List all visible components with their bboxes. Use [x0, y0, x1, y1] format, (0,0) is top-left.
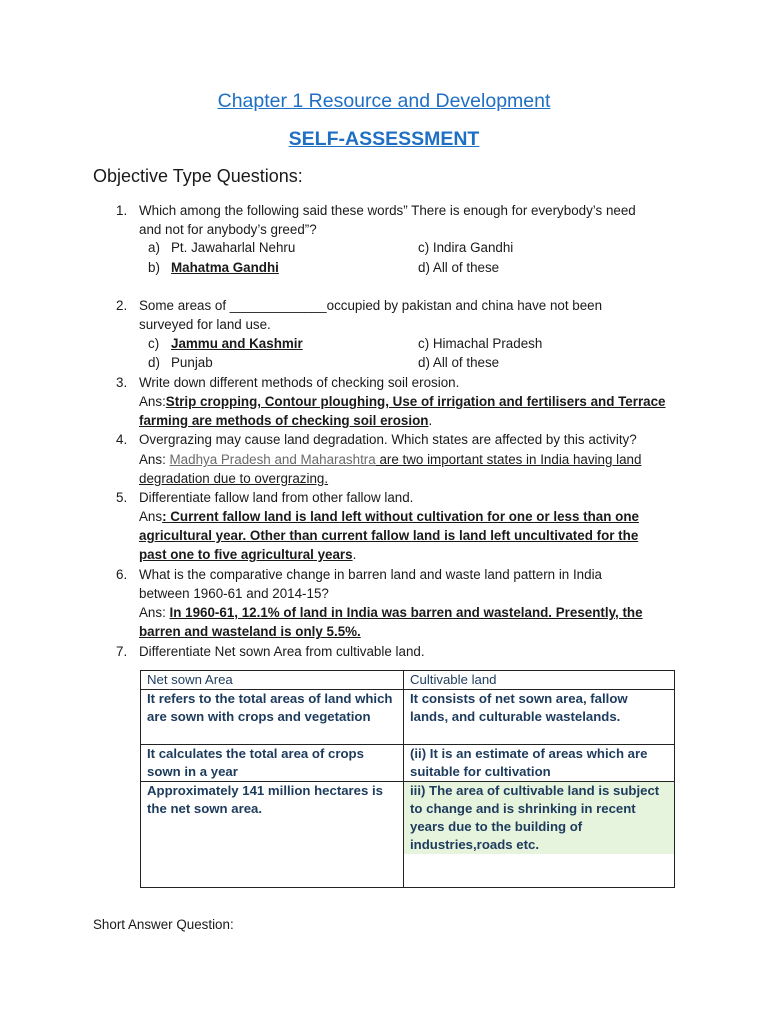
q2-line2: surveyed for land use.	[139, 317, 271, 332]
q5-answer-line2: agricultural year. Other than current fallow land is land left uncultivated for the	[139, 528, 639, 543]
table-row	[141, 690, 675, 745]
q3-answer-line2	[139, 411, 432, 430]
ans-prefix: Ans	[139, 509, 163, 524]
q4-number: 4.	[116, 432, 128, 447]
q2-opt-d: d) All of these	[418, 355, 500, 370]
q5-answer-end: .	[352, 547, 357, 562]
table-cell-highlighted	[404, 782, 675, 888]
q6-answer-line2: barren and wasteland is only 5.5%.	[139, 624, 361, 639]
q2-opt-a-answer: Jammu and Kashmir	[171, 336, 303, 351]
q2-opt-c: c) Himachal Pradesh	[418, 336, 543, 351]
q1-opt-c: c) Indira Gandhi	[418, 240, 514, 255]
ans-prefix: Ans:	[139, 452, 170, 467]
q3-answer-text: Strip cropping, Contour ploughing, Use of irrigation and fertilisers and Terrace	[165, 394, 666, 409]
q4-question: Overgrazing may cause land degradation. Which states are affected by this activity?	[139, 432, 637, 447]
table-header-cell: Net sown Area	[141, 671, 404, 690]
ans-prefix: Ans:	[139, 605, 170, 620]
highlighted-text: iii) The area of cultivable land is subject to change and is shrinking in recent years due to the building of industries,roads etc.	[404, 782, 674, 854]
q1-opt-d: d) All of these	[418, 260, 500, 275]
q3-number: 3.	[116, 375, 128, 390]
short-answer-heading: Short Answer Question:	[93, 917, 234, 932]
q6-answer-text: In 1960-61, 12.1% of land in India was barren and wasteland. Presently, the	[169, 605, 643, 620]
table-row	[141, 745, 675, 782]
table-cell: It consists of net sown area, fallow lands, and culturable wastelands.	[404, 690, 675, 745]
q5-answer-line3	[139, 545, 356, 564]
table-cell: It calculates the total area of crops sown in a year	[141, 745, 404, 782]
q1-opt-a: Pt. Jawaharlal Nehru	[171, 240, 296, 255]
q6-line1: What is the comparative change in barren land and waste land pattern in India	[139, 567, 603, 582]
q4-answer-line1	[139, 450, 641, 469]
q5-answer-text: : Current fallow land is land left without cultivation for one or less than one	[162, 509, 639, 524]
q3-answer-text2: farming are methods of checking soil erosion	[139, 413, 429, 428]
q2-line1: Some areas of _____________occupied by pakistan and china have not been	[139, 298, 603, 313]
q1-opt-b-answer: Mahatma Gandhi	[171, 260, 279, 275]
q5-answer-line1	[139, 507, 639, 526]
q1-line1: Which among the following said these words” There is enough for everybody’s need	[139, 203, 636, 218]
q1-line2: and not for anybody’s greed”?	[139, 222, 317, 237]
comparison-table	[140, 670, 675, 888]
q1-opt-b-label: b)	[148, 260, 160, 275]
table-cell: (ii) It is an estimate of areas which are suitable for cultivation	[404, 745, 675, 782]
q2-opt-b: Punjab	[171, 355, 213, 370]
q5-question: Differentiate fallow land from other fallow land.	[139, 490, 414, 505]
q6-number: 6.	[116, 567, 128, 582]
q5-answer-text3: past one to five agricultural years	[139, 547, 353, 562]
q5-number: 5.	[116, 490, 128, 505]
ans-prefix: Ans:	[139, 394, 166, 409]
q4-answer-line2: degradation due to overgrazing.	[139, 471, 329, 486]
q4-answer-states: Madhya Pradesh and Maharashtra	[169, 452, 376, 467]
q3-answer-line1	[139, 392, 666, 411]
q7-question: Differentiate Net sown Area from cultivable land.	[139, 644, 425, 659]
q2-opt-b-label: d)	[148, 355, 160, 370]
q7-number: 7.	[116, 644, 128, 659]
table-header-cell: Cultivable land	[404, 671, 675, 690]
q1-number: 1.	[116, 203, 128, 218]
q1-opt-a-label: a)	[148, 240, 160, 255]
chapter-title: Chapter 1 Resource and Development	[217, 90, 551, 112]
table-header-row	[141, 671, 675, 690]
q6-line2: between 1960-61 and 2014-15?	[139, 586, 329, 601]
q3-question: Write down different methods of checking soil erosion.	[139, 375, 460, 390]
q6-answer-line1	[139, 603, 643, 622]
q2-number: 2.	[116, 298, 128, 313]
q4-answer-rest: are two important states in India having land	[375, 452, 642, 467]
objective-heading: Objective Type Questions:	[93, 166, 303, 186]
q2-opt-a-label: c)	[148, 336, 160, 351]
table-cell: Approximately 141 million hectares is the net sown area.	[141, 782, 404, 888]
table-cell: It refers to the total areas of land which are sown with crops and vegetation	[141, 690, 404, 745]
table-row	[141, 782, 675, 888]
q3-answer-end: .	[428, 413, 433, 428]
self-assessment-title: SELF-ASSESSMENT	[288, 128, 480, 150]
